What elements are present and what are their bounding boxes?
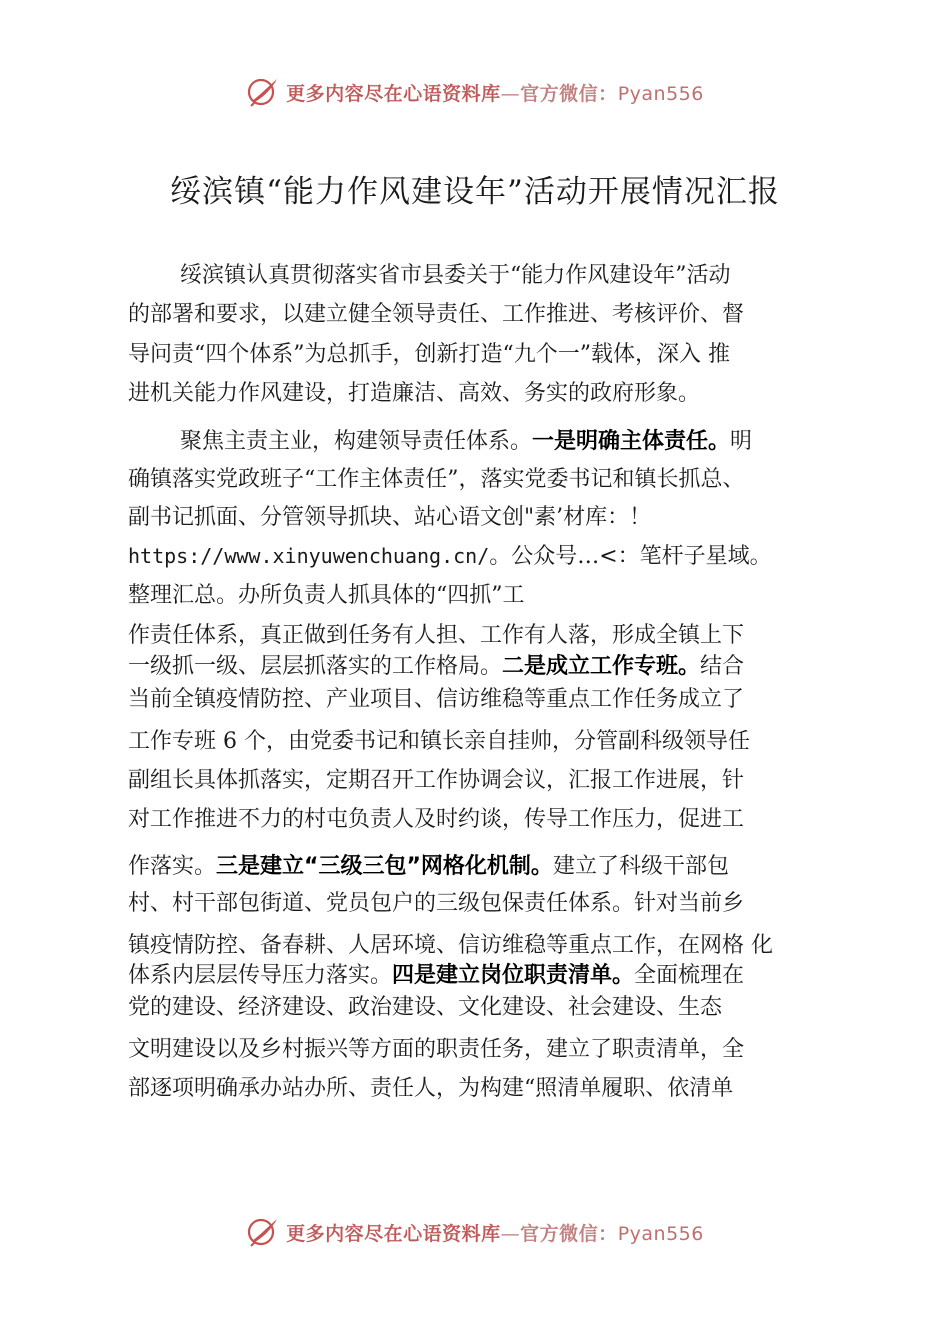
document-title: 绥滨镇“能力作风建设年”活动开展情况汇报 [170, 174, 780, 210]
banner-separator: — [500, 1222, 521, 1245]
header-banner [0, 72, 950, 112]
bold-point-1: 一是明确主体责任。 [532, 429, 731, 454]
paragraph-line: 部逐项明确承办站办所、责任人，为构建“照清单履职、依清单 [128, 1076, 734, 1101]
banner-wechat-id: Pyan556 [617, 1222, 704, 1245]
paragraph-line: 整理汇总。办所负责人抓具体的“四抓”工 [128, 583, 525, 608]
quill-logo-icon [246, 75, 280, 109]
banner-main-text: 更多内容尽在心语资料库 [286, 82, 501, 105]
banner-main-text: 更多内容尽在心语资料库 [286, 1222, 501, 1245]
paragraph-line: 副组长具体抓落实，定期召开工作协调会议，汇报工作进展，针 [128, 768, 745, 793]
paragraph-line: 文明建设以及乡村振兴等方面的职责任务，建立了职责清单，全 [128, 1037, 745, 1062]
text-run: 结合 [700, 654, 745, 679]
paragraph-line: 对工作推进不力的村屯负责人及时约谈，传导工作压力，促进工 [128, 807, 745, 832]
paragraph-line: 进机关能力作风建设，打造廉洁、高效、务实的政府形象。 [128, 381, 701, 406]
paragraph-line: 工作专班 6 个，由党委书记和镇长亲自挂帅，分管副科级领导任 [128, 729, 750, 754]
paragraph-line: 党的建设、经济建设、政治建设、文化建设、社会建设、生态 [128, 995, 723, 1020]
banner-wechat-label: 官方微信： [520, 82, 618, 105]
text-run: 体系内层层传导压力落实。 [128, 963, 393, 988]
banner-text [286, 79, 704, 106]
banner-wechat-label: 官方微信： [520, 1222, 618, 1245]
footer-banner [0, 1212, 950, 1252]
text-run: 明 [730, 429, 753, 454]
url-text: https://www.xinyuwenchuang.cn/ [128, 544, 490, 568]
banner-separator: — [500, 82, 521, 105]
paragraph-line: 确镇落实党政班子“工作主体责任”，落实党委书记和镇长抓总、 [128, 467, 745, 492]
text-run: 建立了科级干部包 [552, 854, 729, 879]
bold-point-3: 三是建立“三级三包”网格化机制。 [216, 854, 553, 879]
section-heading: 聚焦主责主业，构建领导责任体系。 [180, 429, 533, 454]
bold-point-2: 二是成立工作专班。 [502, 654, 701, 679]
banner-text [286, 1219, 704, 1246]
banner-wechat-id: Pyan556 [617, 82, 704, 105]
text-run: 全面梳理在 [634, 963, 745, 988]
text-run: 一级抓一级、层层抓落实的工作格局。 [128, 654, 503, 679]
paragraph-line: 副书记抓面、分管领导抓块、站心语文创"素’材库：！ [128, 505, 652, 530]
paragraph-line: 村、村干部包街道、党员包户的三级包保责任体系。针对当前乡 [128, 891, 745, 916]
paragraph-line: 作责任体系，真正做到任务有人担、工作有人落，形成全镇上下 [128, 623, 745, 648]
text-run: 作落实。 [128, 854, 217, 879]
paragraph-line: 当前全镇疫情防控、产业项目、信访维稳等重点工作任务成立了 [128, 687, 745, 712]
paragraph-line: 镇疫情防控、备春耕、人居环境、信访维稳等重点工作，在网格 化 [128, 933, 773, 958]
paragraph-line [128, 849, 729, 880]
paragraph-line: 绥滨镇认真贯彻落实省市县委关于“能力作风建设年”活动 [180, 263, 731, 288]
quill-logo-icon [246, 1215, 280, 1249]
paragraph-line [128, 539, 772, 570]
paragraph-line: 导问责“四个体系”为总抓手，创新打造“九个一”载体，深入 推 [128, 342, 730, 367]
bold-point-4: 四是建立岗位职责清单。 [392, 963, 635, 988]
paragraph-line: 的部署和要求，以建立健全领导责任、工作推进、考核评价、督 [128, 302, 745, 327]
paragraph-line [180, 424, 752, 455]
text-run: 。公众号…<：笔杆子星域。 [489, 544, 772, 569]
paragraph-line [128, 958, 744, 989]
paragraph-line [128, 649, 744, 680]
